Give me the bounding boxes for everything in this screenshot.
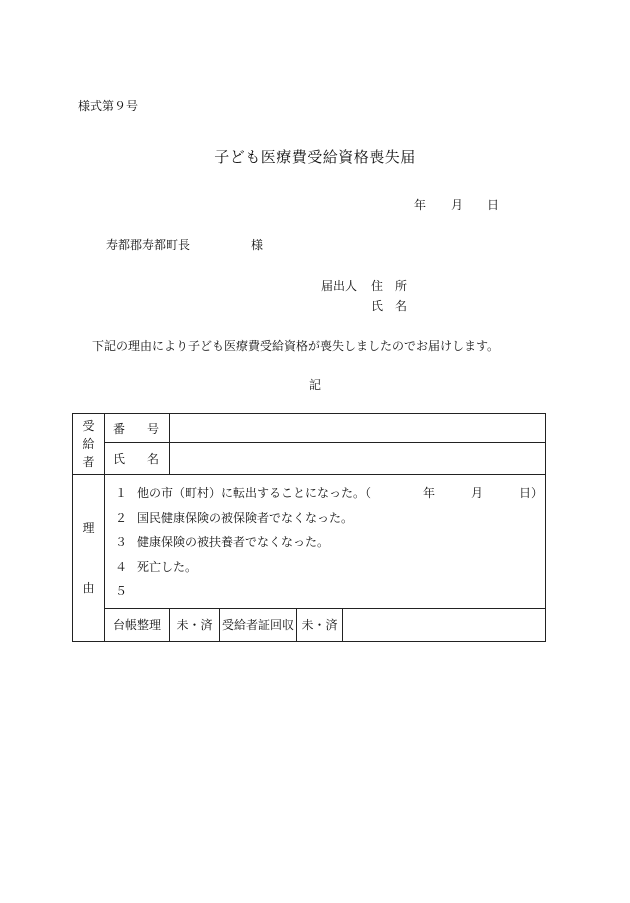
reason-item-5[interactable]: ５ [115,584,128,598]
cert-return-status[interactable]: 未・済 [297,608,343,641]
reason-item-2[interactable]: ２ 国民健康保険の被保険者でなくなった。 [115,510,354,525]
reason-label: 理 由 [73,475,105,642]
addressee-honorific: 様 [251,238,264,252]
reason-list [105,475,546,609]
body-text: 下記の理由により子ども医療費受給資格が喪失しましたのでお届けします。 [92,339,500,353]
number-label: 番 号 [105,414,170,443]
number-field[interactable] [170,414,546,443]
date-day-label: 日 [487,198,500,212]
ledger-status[interactable]: 未・済 [170,608,220,641]
recipient-label: 受 給 者 [73,414,105,475]
date-year-label: 年 [414,198,427,212]
reason-item-1[interactable]: １ 他の市（町村）に転出することになった。（ 年 月 日） [115,486,544,500]
reason-item-3[interactable]: ３ 健康保険の被扶養者でなくなった。 [115,535,330,549]
reason-item-4[interactable]: ４ 死亡した。 [115,559,198,574]
applicant-address-label: 住 所 [371,279,408,293]
applicant-label: 届出人 [321,279,358,293]
ki-heading: 記 [308,378,321,392]
cert-return-label: 受給者証回収 [220,608,297,641]
name-field[interactable] [170,443,546,475]
ledger-label: 台帳整理 [105,608,170,641]
document-title: 子ども医療費受給資格喪失届 [214,148,416,166]
addressee-name: 寿都郡寿都町長 [106,238,191,252]
form-table [72,413,546,642]
form-number: 様式第９号 [78,99,139,113]
applicant-name-label: 氏 名 [371,299,408,313]
date-month-label: 月 [451,198,464,212]
name-label: 氏 名 [105,443,170,475]
footer-blank-field[interactable] [343,608,546,641]
